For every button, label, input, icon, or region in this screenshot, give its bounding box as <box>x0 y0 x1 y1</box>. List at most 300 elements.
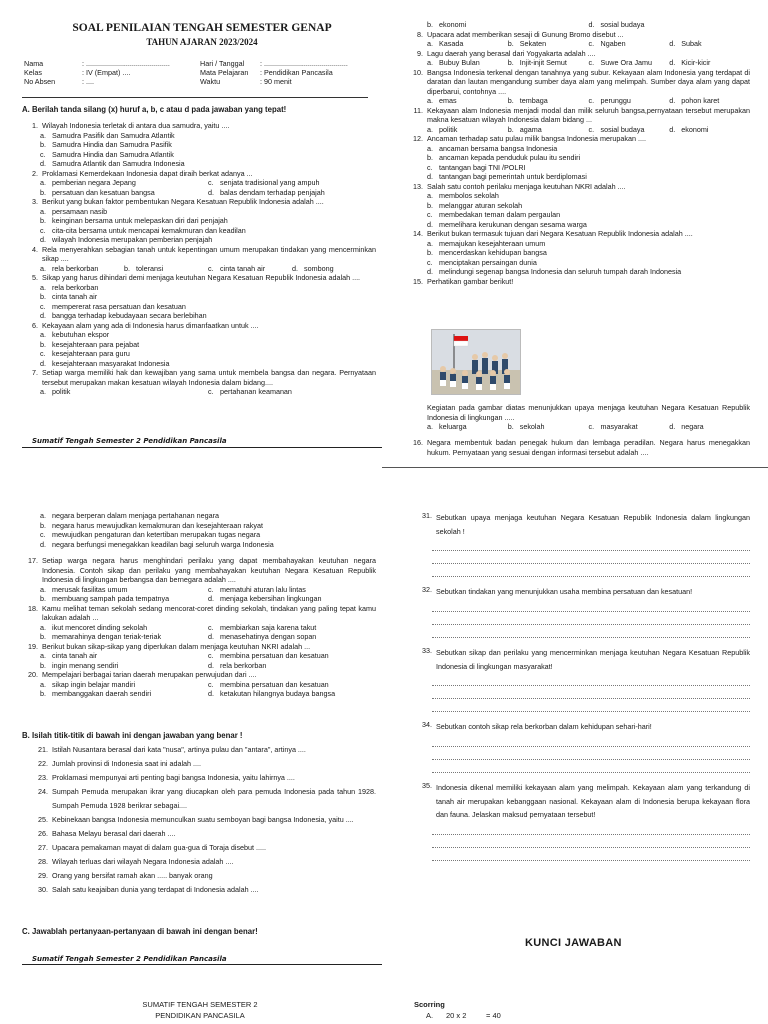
answer-option <box>208 188 376 198</box>
answer-option <box>589 125 670 135</box>
question-number: 28. <box>38 857 48 867</box>
answer-option <box>508 96 589 106</box>
option-row <box>40 623 376 633</box>
info-value: : .... <box>82 77 94 87</box>
option-letter: d. <box>208 689 214 698</box>
answer-option <box>40 264 124 274</box>
option-text: cinta tanah air <box>52 292 98 301</box>
exam-title: SOAL PENILAIAN TENGAH SEMESTER GENAP <box>72 22 332 34</box>
fill-in-question <box>24 771 376 785</box>
option-letter: d. <box>40 358 46 368</box>
option-letter: a. <box>40 330 46 339</box>
question-number: 30. <box>38 885 48 895</box>
answer-option <box>292 264 376 274</box>
question-number: 16. <box>413 438 423 447</box>
exam-header <box>22 22 382 49</box>
question-number: 35. <box>422 781 432 791</box>
question-number: 11. <box>413 105 423 115</box>
answer-option <box>40 359 376 369</box>
option-text: membiarkan saja karena takut <box>220 622 317 632</box>
info-label: Nama <box>24 59 44 68</box>
question-item <box>24 642 376 671</box>
answer-key-line-2: PENDIDIKAN PANCASILA <box>155 1010 245 1020</box>
option-row <box>40 632 376 642</box>
page-footer: Sumatif Tengah Semester 2 Pendidikan Pancasila <box>32 955 227 963</box>
answer-option <box>208 661 376 671</box>
option-text: kesejahteraan masyarakat Indonesia <box>52 358 170 368</box>
info-value: : .......................................... <box>260 59 348 68</box>
fill-in-question <box>24 841 376 855</box>
option-text: senjata tradisional yang ampuh <box>220 178 320 187</box>
answer-option <box>427 58 508 68</box>
student-info <box>24 59 200 87</box>
question-text: Setiap warga memiliki hak dan kewajiban yang sama untuk membela bangsa dan negara. Pernyataan tersebut merupakan makan kesatuan wilayah Indonesia dalam bidang.... <box>42 368 376 387</box>
answer-option <box>40 680 208 690</box>
option-letter: c. <box>40 225 46 235</box>
option-row <box>40 661 376 671</box>
essay-question <box>410 781 750 861</box>
option-text: negara harus mewujudkan kemakmuran dan kesejahteraan rakyat <box>52 520 263 530</box>
answer-option <box>427 144 750 154</box>
option-text: menciptakan persaingan dunia <box>439 257 537 267</box>
option-letter: a. <box>40 130 46 140</box>
answer-option <box>40 283 376 293</box>
option-letter: b. <box>427 20 433 29</box>
question-text: Mempelajari berbagai tarian daerah merupakan perwujudan dari .... <box>42 670 257 679</box>
fill-in-question <box>24 827 376 841</box>
question-row <box>405 134 750 144</box>
option-letter: d. <box>588 20 595 29</box>
page-footer: Sumatif Tengah Semester 2 Pendidikan Pancasila <box>32 437 227 445</box>
option-letter: c. <box>588 124 595 134</box>
question-options <box>40 623 376 642</box>
option-letter: d. <box>669 58 676 67</box>
option-text: Suwe Ora Jamu <box>600 58 653 67</box>
flag-ceremony-illustration <box>431 329 521 395</box>
option-letter: c. <box>208 387 214 396</box>
question-options <box>427 96 750 106</box>
question-item <box>24 321 376 369</box>
question-number: 18. <box>28 603 38 613</box>
option-text: pohon karet <box>681 96 720 105</box>
option-letter: c. <box>588 422 595 431</box>
answer-option <box>427 172 750 182</box>
question-options <box>427 39 750 49</box>
answer-option <box>669 422 750 432</box>
option-letter: b. <box>40 216 46 225</box>
question-text: Upacara adat memberikan sesaji di Gunung Bromo disebut ... <box>427 29 624 39</box>
option-letter: a. <box>40 679 46 689</box>
option-text: kesejahteraan para guru <box>52 349 130 358</box>
question-number: 34. <box>422 720 432 730</box>
option-text: memelihara kerukunan dengan sesama warga <box>439 219 587 229</box>
question-row <box>405 277 750 287</box>
question-number: 20. <box>28 670 38 679</box>
option-text: cinta tanah air <box>220 263 266 273</box>
answer-option <box>427 191 750 201</box>
answer-option <box>669 39 750 49</box>
answer-option <box>589 422 670 432</box>
option-text: membanggakan daerah sendiri <box>52 689 152 698</box>
option-text: balas dendam terhadap penjajah <box>220 187 325 197</box>
answer-option <box>40 530 392 540</box>
option-letter: c. <box>208 178 214 187</box>
question-item <box>24 670 376 699</box>
option-row <box>40 680 376 690</box>
answer-option <box>508 125 589 135</box>
answer-option <box>508 422 589 432</box>
question-options <box>427 144 750 182</box>
option-letter: a. <box>40 387 46 396</box>
exam-info <box>200 59 385 87</box>
answer-option <box>427 20 589 30</box>
question-number: 27. <box>38 843 48 853</box>
question-row <box>24 273 376 283</box>
scoring-section: A. <box>426 1010 434 1020</box>
question-number: 19. <box>28 641 38 651</box>
answer-option <box>589 96 670 106</box>
q15-caption: Kegiatan pada gambar diatas menunjukkan upaya menjaga keutuhan Negara Kesatuan Republik Indonesia di lingkungan ..... <box>427 403 750 422</box>
questions-left-column <box>24 121 376 397</box>
option-text: Injit-injit Semut <box>519 58 567 67</box>
option-letter: d. <box>40 159 46 168</box>
answer-option <box>427 258 750 268</box>
option-text: bangga terhadap kebudayaan secara berlebihan <box>52 311 207 320</box>
question-text: Proklamasi Kemerdekaan Indonesia dapat diraih berkat adanya ... <box>42 168 253 178</box>
question-row <box>24 670 376 680</box>
section-a-heading: A. Berilah tanda silang (x) huruf a, b, c atau d pada jawaban yang tepat! <box>22 105 287 114</box>
option-text: ketakutan hilangnya budaya bangsa <box>220 689 336 698</box>
question-options <box>427 191 750 229</box>
info-value: : .......................................... <box>82 59 170 68</box>
question-item <box>405 182 750 230</box>
question-text: Orang yang bersifat ramah akan ..... banyak orang <box>52 871 213 881</box>
option-text: keluarga <box>439 422 467 431</box>
question-text: Upacara pemakaman mayat di dalam gua-gua di Toraja disebut ..... <box>52 843 267 853</box>
answer-option <box>208 689 376 699</box>
answer-option <box>40 330 376 340</box>
option-text: melindungi segenap bangsa Indonesia dan seluruh tumpah darah Indonesia <box>439 267 682 276</box>
answer-option <box>40 150 376 160</box>
question-options <box>40 330 376 368</box>
question-text: Setiap warga negara harus menghindari perilaku yang dapat membahayakan keutuhan negara Indonesia. Contoh sikap dan perilaku yang membahayakan keutuhan Negara Kesatuan Republik Indonesia di lingkungan berbangsa dan bernegara adalah .... <box>42 556 376 584</box>
answer-option <box>427 239 750 249</box>
option-letter: d. <box>40 311 46 320</box>
answer-option <box>669 96 750 106</box>
question-item <box>405 134 750 182</box>
option-text: membolos sekolah <box>439 191 499 200</box>
fill-in-question <box>24 757 376 771</box>
question-text: Proklamasi mempunyai arti penting bagi bangsa Indonesia, yaitu lahirnya .... <box>52 773 295 783</box>
option-text: ekonomi <box>439 20 467 29</box>
answer-line <box>432 625 750 638</box>
option-letter: b. <box>40 520 46 530</box>
option-text: politik <box>52 387 71 396</box>
answer-key-header <box>110 1000 290 1022</box>
question-number: 25. <box>38 815 48 825</box>
question-number: 29. <box>38 871 48 881</box>
answer-option <box>427 422 508 432</box>
fill-in-question <box>24 813 376 827</box>
option-letter: a. <box>40 622 46 632</box>
question-number: 31. <box>422 511 432 520</box>
q16-options <box>24 511 392 549</box>
answer-option <box>40 302 376 312</box>
option-text: mempererat rasa persatuan dan kesatuan <box>52 301 186 311</box>
option-letter: d. <box>208 660 214 670</box>
answer-option <box>589 20 751 30</box>
answer-option <box>427 153 750 163</box>
question-number: 22. <box>38 759 48 769</box>
question-number: 21. <box>38 745 48 754</box>
answer-option <box>40 585 208 595</box>
question-number: 33. <box>422 646 432 656</box>
answer-option <box>40 511 392 521</box>
question-text: Kekayaan alam yang ada di Indonesia harus dimanfaatkan untuk .... <box>42 320 259 330</box>
answer-line <box>432 760 750 773</box>
option-letter: d. <box>40 235 46 244</box>
scoring-block <box>414 1000 614 1022</box>
option-text: perunggu <box>600 96 631 105</box>
option-text: rela berkorban <box>52 263 99 273</box>
option-text: Samudra Hindia dan Samudra Atlantik <box>52 149 174 159</box>
option-text: agama <box>519 124 542 134</box>
option-text: menjaga kebersihan lingkungan <box>220 594 322 603</box>
answer-option <box>208 594 376 604</box>
fill-in-question <box>24 743 376 757</box>
question-options <box>40 387 376 397</box>
answer-option <box>40 131 376 141</box>
question-row <box>405 229 750 239</box>
option-text: sekolah <box>519 422 545 431</box>
answer-option <box>427 163 750 173</box>
essay-question <box>410 720 750 773</box>
question-options <box>40 680 376 699</box>
answer-key-heading: KUNCI JAWABAN <box>525 937 622 949</box>
question-text: Istilah Nusantara berasal dari kata "nusa", artinya pulau dan "antara", artinya .... <box>52 745 306 754</box>
option-letter: c. <box>208 263 214 273</box>
question-item <box>405 106 750 135</box>
questions-21-30 <box>24 743 376 897</box>
option-row <box>40 689 376 699</box>
answer-option <box>40 216 376 226</box>
answer-option <box>124 264 208 274</box>
section-c-heading: C. Jawablah pertanyaan-pertanyaan di bawah ini dengan benar! <box>22 927 258 936</box>
option-text: persatuan dan kesatuan bangsa <box>52 187 155 197</box>
question-number: 8. <box>417 29 423 39</box>
option-letter: d. <box>669 422 676 431</box>
option-text: mematuhi aturan lalu lintas <box>220 584 306 594</box>
scoring-calc: 20 x 2 <box>446 1010 467 1020</box>
header-divider <box>22 97 368 98</box>
question-row <box>410 511 750 538</box>
question-row <box>410 720 750 734</box>
option-letter: b. <box>507 39 514 48</box>
option-letter: c. <box>588 58 595 67</box>
exam-page-1 <box>0 0 768 470</box>
option-text: menasehatinya dengan sopan <box>220 632 317 641</box>
answer-option <box>589 58 670 68</box>
answer-option <box>40 651 208 661</box>
option-row <box>40 264 376 274</box>
option-text: negara <box>681 422 704 431</box>
answer-line <box>432 564 750 577</box>
option-text: negara berfungsi menegakkan keadilan bagi seluruh warga Indonesia <box>52 539 274 549</box>
option-text: tantangan bagi TNI /POLRI <box>439 162 526 172</box>
option-text: Subak <box>681 39 702 48</box>
answer-option <box>208 387 376 397</box>
option-letter: b. <box>40 594 46 603</box>
option-letter: a. <box>40 206 46 216</box>
answer-option <box>40 594 208 604</box>
info-label: Mata Pelajaran <box>200 68 249 78</box>
question-text: Lagu daerah yang berasal dari Yogyakarta adalah .... <box>427 48 596 58</box>
answer-line <box>432 747 750 760</box>
answer-line <box>432 699 750 712</box>
option-text: membina persatuan dan kesatuan <box>220 679 329 689</box>
option-letter: d. <box>427 267 433 276</box>
question-text: Salah satu contoh perilaku menjaga keutuhan NKRI adalah .... <box>427 181 626 191</box>
option-text: Samudra Hindia dan Samudra Pasifik <box>52 140 172 149</box>
option-letter: d. <box>208 594 214 603</box>
option-letter: d. <box>427 219 433 229</box>
question-text: Bangsa Indonesia terkenal dengan tanahnya yang subur. Kekayaan alam Indonesia yang terdapat di daratan dan lautan mengandung sumber daya alam yang melimpah. Sumber daya alam yang dapat diperbarui, contohnya .... <box>427 67 750 96</box>
answer-option <box>427 125 508 135</box>
answer-option <box>40 207 376 217</box>
question-row <box>24 368 376 387</box>
option-letter: c. <box>40 301 46 311</box>
option-text: Bubuy Bulan <box>439 58 480 67</box>
option-text: melanggar aturan sekolah <box>439 200 523 210</box>
question-text: Perhatikan gambar berikut! <box>427 276 514 286</box>
option-letter: b. <box>427 248 433 257</box>
option-letter: b. <box>427 200 433 210</box>
question-text: Negara membentuk badan penegak hukum dan lembaga peradilan. Negara harus menegakkan hukum. Pernyataan yang sesuai dengan informasi tersebut adalah .... <box>427 438 750 457</box>
answer-option <box>40 178 208 188</box>
option-letter: a. <box>427 39 433 48</box>
option-text: sikap ingin belajar mandiri <box>52 679 136 689</box>
option-letter: c. <box>427 162 433 172</box>
option-text: sosial budaya <box>600 20 645 29</box>
question-number: 17. <box>28 556 38 565</box>
answer-option <box>40 689 208 699</box>
question-number: 24. <box>38 787 48 797</box>
answer-line <box>432 686 750 699</box>
answer-line <box>432 822 750 835</box>
question-text: Ancaman terhadap satu pulau milik bangsa Indonesia merupakan .... <box>427 134 646 143</box>
option-text: ancaman kepada penduduk pulau itu sendiri <box>439 153 581 162</box>
option-text: ekonomi <box>681 124 709 134</box>
answer-option <box>40 623 208 633</box>
question-row <box>405 30 750 40</box>
question-row <box>24 321 376 331</box>
option-letter: c. <box>208 622 214 632</box>
option-text: toleransi <box>136 263 164 273</box>
question-row <box>24 197 376 207</box>
option-letter: c. <box>208 584 214 594</box>
option-text: sosial budaya <box>600 124 645 134</box>
question-options <box>40 178 376 197</box>
answer-option <box>40 661 208 671</box>
question-item <box>24 273 376 321</box>
questions-31-35 <box>410 511 750 869</box>
option-letter: c. <box>588 39 595 48</box>
option-letter: a. <box>40 651 46 660</box>
option-letter: a. <box>40 178 46 187</box>
footer-line <box>22 447 382 448</box>
answer-option <box>589 39 670 49</box>
option-letter: d. <box>669 39 676 48</box>
question-number: 1. <box>32 121 38 130</box>
question-text: Indonesia dikenal memiliki kekayaan alam yang melimpah. Kekayaan alam yang terkandung di tanah air merupakan kebanggaan nasional. Kekayaan alam di Indonesia berupa kekayaan flora dan fauna. Jelaskan maksud pernyataan tersebut! <box>436 783 750 820</box>
question-text: Sebutkan contoh sikap rela berkorban dalam kehidupan sehari-hari! <box>436 722 652 732</box>
option-letter: c. <box>427 210 433 219</box>
option-text: rela berkorban <box>220 660 267 670</box>
question-item <box>24 604 376 642</box>
option-text: Kasada <box>439 39 464 48</box>
option-text: memajukan kesejahteraan umum <box>439 238 546 248</box>
option-text: pertahanan keamanan <box>220 387 292 396</box>
question-item <box>405 229 750 277</box>
option-letter: b. <box>40 292 46 301</box>
answer-option <box>208 680 376 690</box>
question-text: Berikut bukan termasuk tujuan dari Negara Kesatuan Republik Indonesia adalah .... <box>427 229 693 238</box>
question-item <box>405 277 750 287</box>
question-options <box>427 20 750 30</box>
info-label: Hari / Tanggal <box>200 59 245 68</box>
option-text: politik <box>439 124 458 134</box>
answer-option <box>208 264 292 274</box>
question-text: Berikut bukan sikap-sikap yang diperlukan dalam menjaga keutuhan NKRI adalah ... <box>42 641 311 651</box>
question-row <box>405 68 750 97</box>
option-letter: d. <box>669 96 676 105</box>
answer-line <box>432 673 750 686</box>
answer-option <box>40 540 392 550</box>
option-text: ancaman bersama bangsa Indonesia <box>439 143 558 153</box>
option-text: emas <box>439 96 457 105</box>
question-text: Sebutkan sikap dan perilaku yang mencerminkan menjaga keutuhan Negara Kesatuan Republik Indonesia di lingkungan masyarakat! <box>436 648 750 671</box>
question-number: 4. <box>32 244 38 254</box>
option-letter: b. <box>507 422 514 431</box>
question-text: Sikap yang harus dihindari demi menjaga keutuhan Negara Kesatuan Republik Indonesia adalah .... <box>42 273 361 282</box>
question-item <box>405 20 750 30</box>
option-text: cinta tanah air <box>52 651 98 660</box>
answer-option <box>40 188 208 198</box>
option-letter: a. <box>427 422 433 431</box>
option-letter: a. <box>427 143 433 153</box>
question-row <box>24 556 376 585</box>
question-number: 32. <box>422 585 432 595</box>
question-options <box>40 585 376 604</box>
question-text: Rela menyerahkan sebagian tanah untuk kepentingan umum merupakan tindakan yang mencerminkan sikap .... <box>42 244 376 263</box>
option-row <box>40 585 376 595</box>
answer-line <box>432 612 750 625</box>
option-text: mewujudkan pengaturan dan ketertiban merupakan tugas negara <box>52 530 261 539</box>
info-value: : 90 menit <box>260 77 292 87</box>
exam-subtitle: TAHUN AJARAN 2023/2024 <box>146 36 258 47</box>
answer-key-line-1: SUMATIF TENGAH SEMESTER 2 <box>142 1000 258 1009</box>
info-label: No Absen <box>24 77 56 87</box>
answer-line <box>432 538 750 551</box>
answer-option <box>40 521 392 531</box>
option-letter: d. <box>208 632 214 641</box>
question-number: 9. <box>417 48 423 58</box>
option-text: keinginan bersama untuk melepaskan diri dari penjajah <box>52 216 228 225</box>
question-row <box>24 169 376 179</box>
option-text: cita-cita bersama untuk mencapai kemakmuran dan keadilan <box>52 225 246 235</box>
question-text: Wilayah terluas dari wilayah Negara Indonesia adalah .... <box>52 857 234 867</box>
option-letter: d. <box>40 539 46 549</box>
